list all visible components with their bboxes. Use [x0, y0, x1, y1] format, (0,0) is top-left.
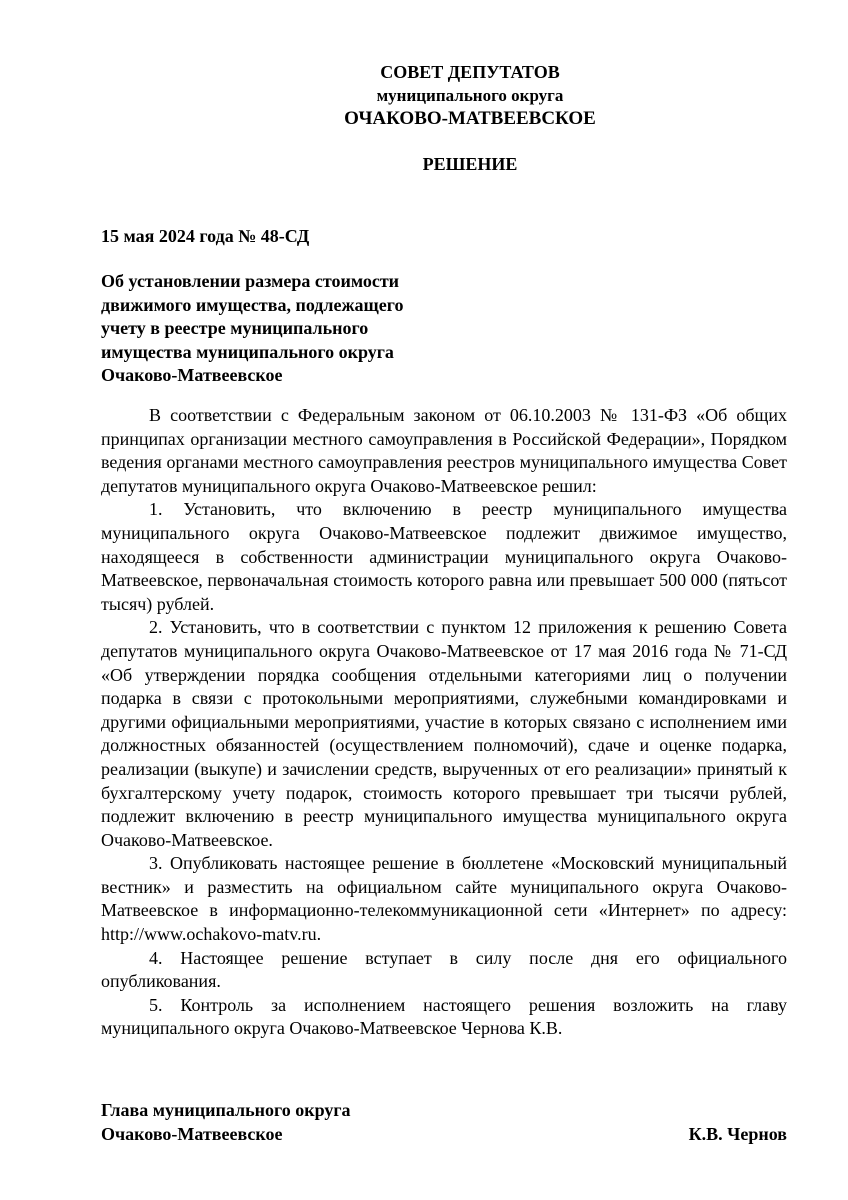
- decision-item-5: 5. Контроль за исполнением настоящего решения возложить на главу муниципального округа Очаково-Матвеевское Чернова К.В.: [101, 994, 787, 1039]
- document-date-number: 15 мая 2024 года № 48-СД: [101, 226, 310, 246]
- council-name: СОВЕТ ДЕПУТАТОВ: [380, 62, 560, 82]
- document-subject: [101, 270, 461, 388]
- subject-line: Об установлении размера стоимости: [101, 271, 400, 291]
- signature-row: [101, 1122, 787, 1146]
- subject-line: имущества муниципального округа: [101, 341, 394, 362]
- council-district-label: муниципального округа: [376, 86, 564, 105]
- decision-item-1: 1. Установить, что включению в реестр муниципального имущества муниципального округа Очаково-Матвеевское подлежит движимое имущество, находящееся в собственности администрации муниципального округа Очаково-Матвеевское, первоначальная стоимость которого равна или превышает 500 000 (пятьсот тысяч) рублей.: [101, 499, 787, 614]
- subject-line: учету в реестре муниципального: [101, 318, 369, 338]
- council-district-name: ОЧАКОВО-МАТВЕЕВСКОЕ: [344, 108, 596, 129]
- document-type-title: РЕШЕНИЕ: [422, 154, 518, 174]
- subject-line: Очаково-Матвеевское: [101, 365, 283, 385]
- signatory-name: К.В. Чернов: [688, 1124, 787, 1144]
- signatory-title-line1: Глава муниципального округа: [101, 1100, 351, 1120]
- decision-item-3: 3. Опубликовать настоящее решение в бюллетене «Московский муниципальный вестник» и разместить на официальном сайте муниципального округа Очаково-Матвеевское в информационно-телекоммуникационной сети «Интернет» по адресу: http://www.ochakovo-matv.ru.: [101, 853, 787, 945]
- decision-item-4: 4. Настоящее решение вступает в силу после дня его официального опубликования.: [101, 947, 787, 992]
- signature-block: [101, 1098, 787, 1146]
- subject-line: движимого имущества, подлежащего: [101, 294, 404, 315]
- document-body: [101, 404, 787, 1041]
- signatory-title-line2: Очаково-Матвеевское: [101, 1124, 283, 1144]
- preamble-paragraph: В соответствии с Федеральным законом от 06.10.2003 № 131-ФЗ «Об общих принципах организации местного самоуправления в Российской Федерации», Порядком ведения органами местного самоуправления реестров муниципального имущества Совет депутатов муниципального округа Очаково-Матвеевское решил:: [101, 405, 787, 496]
- decision-item-2: 2. Установить, что в соответствии с пунктом 12 приложения к решению Совета депутатов муниципального округа Очаково-Матвеевское от 17 мая 2016 года № 71-СД «Об утверждении порядка сообщения отдельными категориями лиц о получении подарка в связи с протокольными мероприятиями, служебными командировками и другими официальными мероприятиями, участие в которых связано с исполнением ими должностных обязанностей (осуществлением полномочий), сдаче и оценке подарка, реализации (выкупе) и зачислении средств, вырученных от его реализации» принятый к бухгалтерскому учету подарок, стоимость которого превышает три тысячи рублей, подлежит включению в реестр муниципального имущества муниципального округа Очаково-Матвеевское.: [101, 617, 787, 850]
